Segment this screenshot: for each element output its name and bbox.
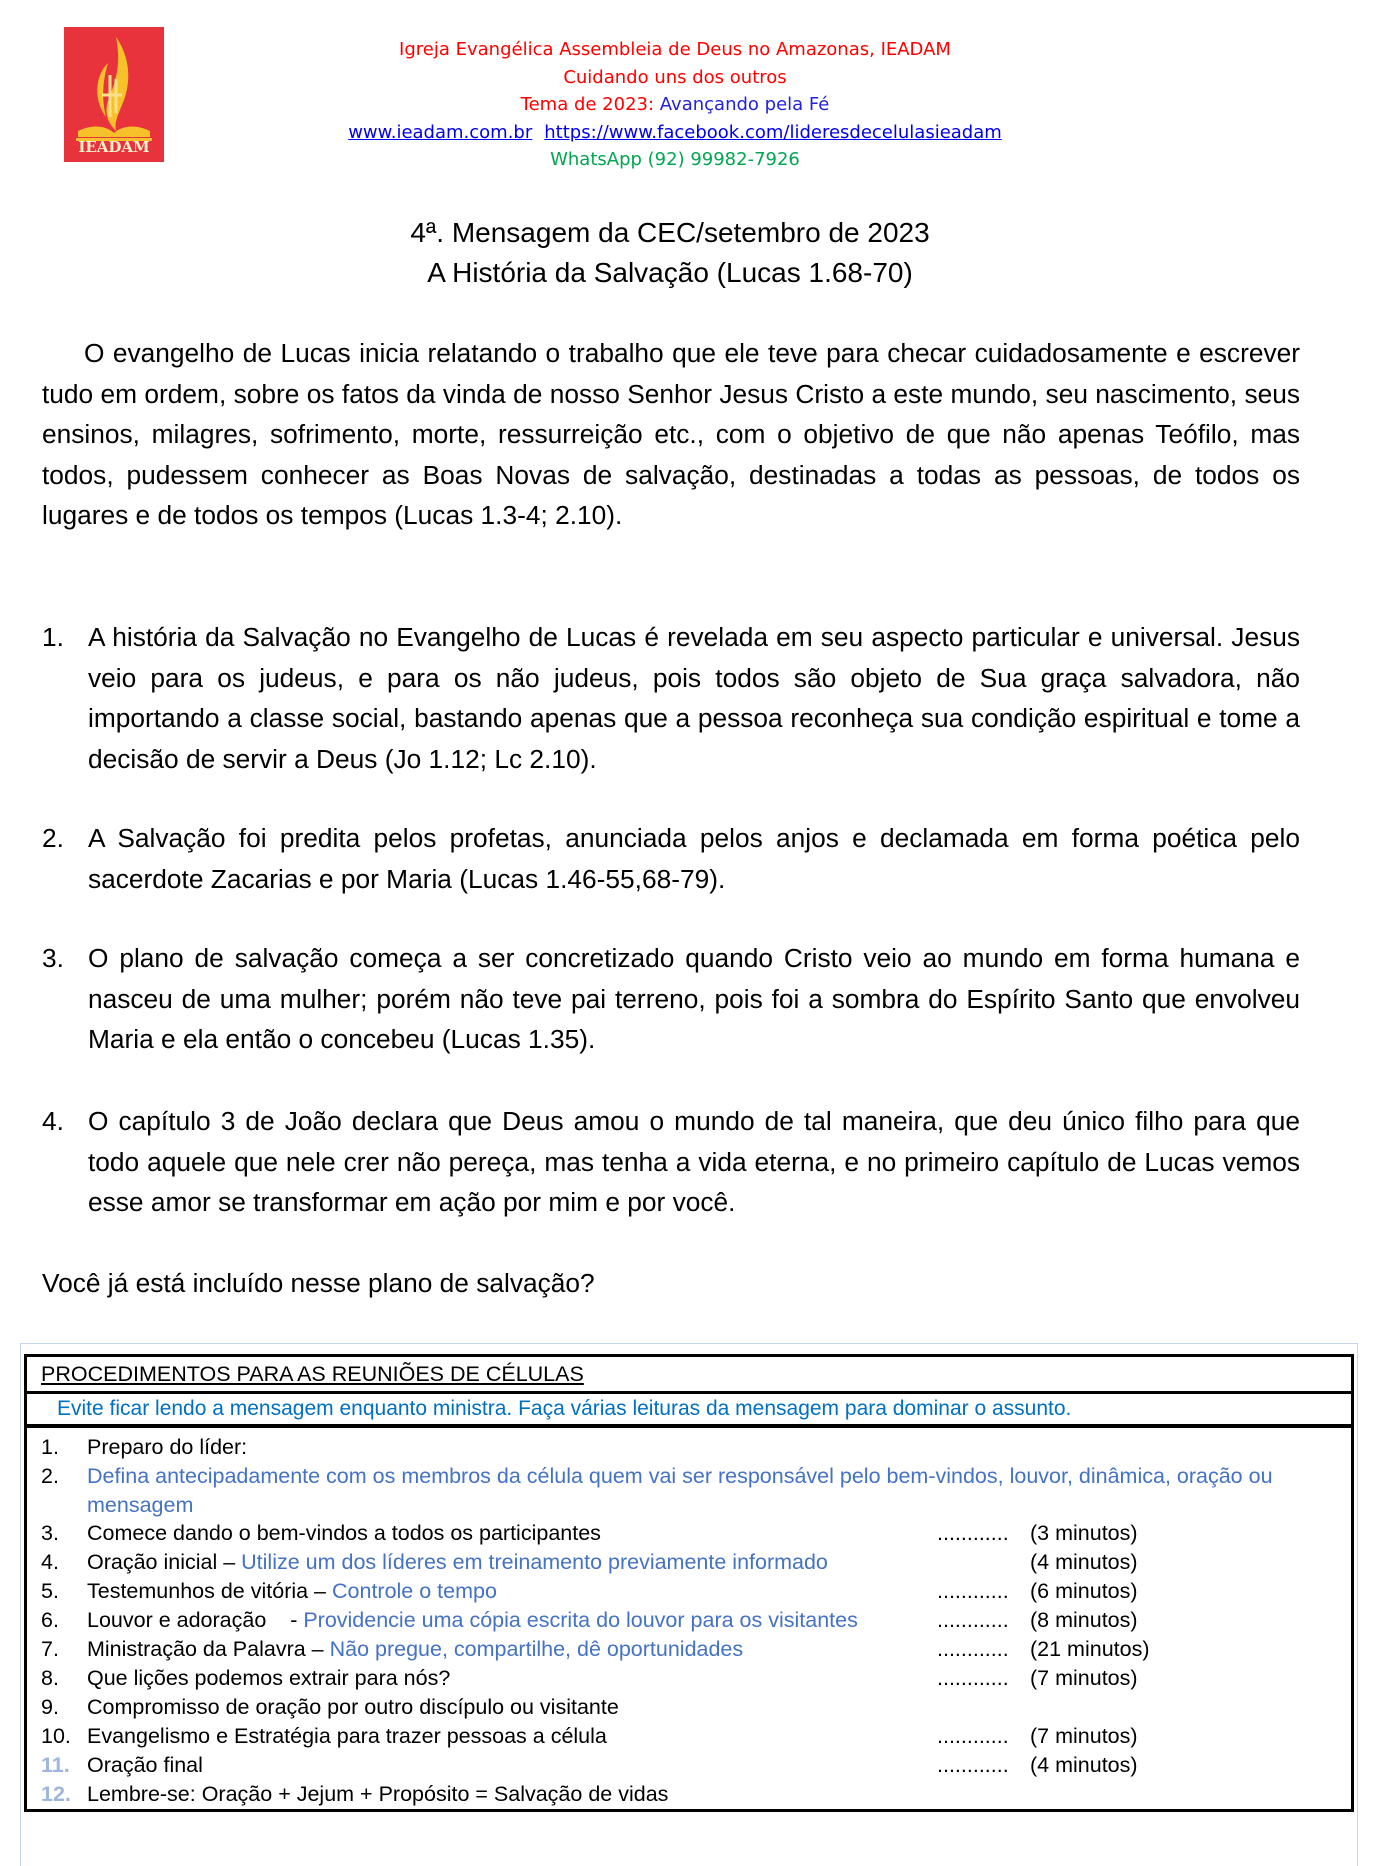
procedures-heading: PROCEDIMENTOS PARA AS REUNIÕES DE CÉLULAS: [27, 1357, 1351, 1394]
procedure-row: [27, 1577, 1351, 1606]
row-duration: (7 minutos): [1030, 1724, 1138, 1748]
procedures-list: [27, 1428, 1351, 1809]
point-4: [42, 1101, 1300, 1223]
row-label: Testemunhos de vitória –: [87, 1579, 332, 1603]
theme-text: Avançando pela Fé: [659, 94, 830, 115]
row-leader-dots: ............: [937, 1608, 1009, 1632]
row-label: Evangelismo e Estratégia para trazer pessoas a célula: [87, 1724, 607, 1748]
message-title: [0, 213, 1340, 293]
row-number: 6.: [41, 1608, 59, 1632]
procedure-row: [27, 1519, 1351, 1548]
links-line: [170, 119, 1180, 147]
point-number: 2.: [42, 823, 64, 853]
procedure-row: [27, 1635, 1351, 1664]
row-number: 3.: [41, 1521, 59, 1545]
procedures-tip: Evite ficar lendo a mensagem enquanto ministra. Faça várias leituras da mensagem para dominar o assunto.: [27, 1394, 1351, 1428]
procedure-row: [27, 1548, 1351, 1577]
theme-line: [170, 91, 1180, 119]
church-name: Igreja Evangélica Assembleia de Deus no Amazonas, IEADAM: [399, 39, 951, 60]
procedure-row: [27, 1462, 1351, 1519]
row-leader-dots: ............: [937, 1521, 1009, 1545]
ieadam-logo: [64, 27, 164, 162]
row-number: 2.: [41, 1464, 59, 1488]
procedure-row: [27, 1751, 1351, 1780]
procedure-row: [27, 1693, 1351, 1722]
closing-question: Você já está incluído nesse plano de salvação?: [42, 1268, 595, 1298]
row-leader-dots: ............: [937, 1753, 1009, 1777]
row-number: 7.: [41, 1637, 59, 1661]
procedure-row: [27, 1780, 1351, 1809]
row-number: 5.: [41, 1579, 59, 1603]
row-number: 12.: [41, 1782, 71, 1806]
theme-prefix: Tema de 2023:: [520, 94, 655, 115]
point-number: 4.: [42, 1106, 64, 1136]
point-3: [42, 938, 1300, 1060]
church-header: [170, 36, 1180, 174]
row-label: Oração inicial –: [87, 1550, 242, 1574]
procedure-row: [27, 1433, 1351, 1462]
row-number: 1.: [41, 1435, 59, 1459]
row-note: Controle o tempo: [332, 1579, 497, 1603]
title-line-2: A História da Salvação (Lucas 1.68-70): [427, 257, 913, 288]
row-duration: (3 minutos): [1030, 1521, 1138, 1545]
row-leader-dots: ............: [937, 1666, 1009, 1690]
row-duration: (6 minutos): [1030, 1579, 1138, 1603]
row-label: Que lições podemos extrair para nós?: [87, 1666, 451, 1690]
row-duration: (21 minutos): [1030, 1637, 1150, 1661]
point-number: 3.: [42, 943, 64, 973]
row-leader-dots: ............: [937, 1637, 1009, 1661]
title-line-1: 4ª. Mensagem da CEC/setembro de 2023: [410, 217, 930, 248]
row-leader-dots: ............: [937, 1579, 1009, 1603]
row-note: Não pregue, compartilhe, dê oportunidades: [329, 1637, 744, 1661]
row-note: Utilize um dos líderes em treinamento previamente informado: [241, 1550, 828, 1574]
row-label: Oração final: [87, 1753, 203, 1777]
logo-label: IEADAM: [78, 138, 150, 156]
point-text: A história da Salvação no Evangelho de Lucas é revelada em seu aspecto particular e universal. Jesus veio para os judeus, e para os não judeus, pois todos são objeto de Sua graça salvadora, não importando a classe social, bastando apenas que a pessoa reconheça sua condição espiritual e tome a decisão de servir a Deus (Jo 1.12; Lc 2.10).: [88, 622, 1300, 774]
procedure-row: [27, 1722, 1351, 1751]
point-text: O plano de salvação começa a ser concretizado quando Cristo veio ao mundo em forma humana e nasceu de uma mulher; porém não teve pai terreno, pois foi a sombra do Espírito Santo que envolveu Maria e ela então o concebeu (Lucas 1.35).: [88, 943, 1300, 1055]
row-label: Compromisso de oração por outro discípulo ou visitante: [87, 1695, 619, 1719]
intro-paragraph: O evangelho de Lucas inicia relatando o trabalho que ele teve para checar cuidadosamente e escrever tudo em ordem, sobre os fatos da vinda de nosso Senhor Jesus Cristo a este mundo, seu nascimento, seus ensinos, milagres, sofrimento, morte, ressurreição etc., com o objetivo de que não apenas Teófilo, mas todos, pudessem conhecer as Boas Novas de salvação, destinadas a todas as pessoas, de todos os lugares e de todos os tempos (Lucas 1.3-4; 2.10).: [42, 338, 1300, 531]
point-1: [42, 617, 1300, 779]
row-note: Providencie uma cópia escrita do louvor para os visitantes: [303, 1608, 858, 1632]
row-label: Louvor e adoração -: [87, 1608, 304, 1632]
church-motto: Cuidando uns dos outros: [563, 66, 787, 88]
row-leader-dots: ............: [937, 1724, 1009, 1748]
row-label: Ministração da Palavra –: [87, 1637, 330, 1661]
facebook-link[interactable]: https://www.facebook.com/lideresdecelulasieadam: [544, 121, 1002, 143]
row-duration: (4 minutos): [1030, 1550, 1138, 1574]
point-text: O capítulo 3 de João declara que Deus amou o mundo de tal maneira, que deu único filho para que todo aquele que nele crer não pereça, mas tenha a vida eterna, e no primeiro capítulo de Lucas vemos esse amor se transformar em ação por mim e por você.: [88, 1106, 1300, 1218]
point-number: 1.: [42, 622, 64, 652]
row-number: 8.: [41, 1666, 59, 1690]
row-duration: (4 minutos): [1030, 1753, 1138, 1777]
whatsapp-contact: WhatsApp (92) 99982-7926: [550, 149, 800, 170]
row-note: Defina antecipadamente com os membros da célula quem vai ser responsável pelo bem-vindos, louvor, dinâmica, oração ou mensagem: [87, 1464, 1273, 1517]
row-number: 9.: [41, 1695, 59, 1719]
procedure-row: [27, 1664, 1351, 1693]
point-2: [42, 818, 1300, 899]
row-number: 10.: [41, 1724, 71, 1748]
procedures-table: [24, 1354, 1354, 1812]
row-number: 11.: [41, 1753, 70, 1777]
row-label: Preparo do líder:: [87, 1435, 248, 1459]
row-label: Lembre-se: Oração + Jejum + Propósito = Salvação de vidas: [87, 1782, 669, 1806]
row-duration: (7 minutos): [1030, 1666, 1138, 1690]
procedure-row: [27, 1606, 1351, 1635]
row-label: Comece dando o bem-vindos a todos os participantes: [87, 1521, 601, 1545]
point-text: A Salvação foi predita pelos profetas, anunciada pelos anjos e declamada em forma poética pelo sacerdote Zacarias e por Maria (Lucas 1.46-55,68-79).: [88, 823, 1300, 894]
website-link[interactable]: www.ieadam.com.br: [348, 121, 533, 143]
row-number: 4.: [41, 1550, 59, 1574]
row-duration: (8 minutos): [1030, 1608, 1138, 1632]
